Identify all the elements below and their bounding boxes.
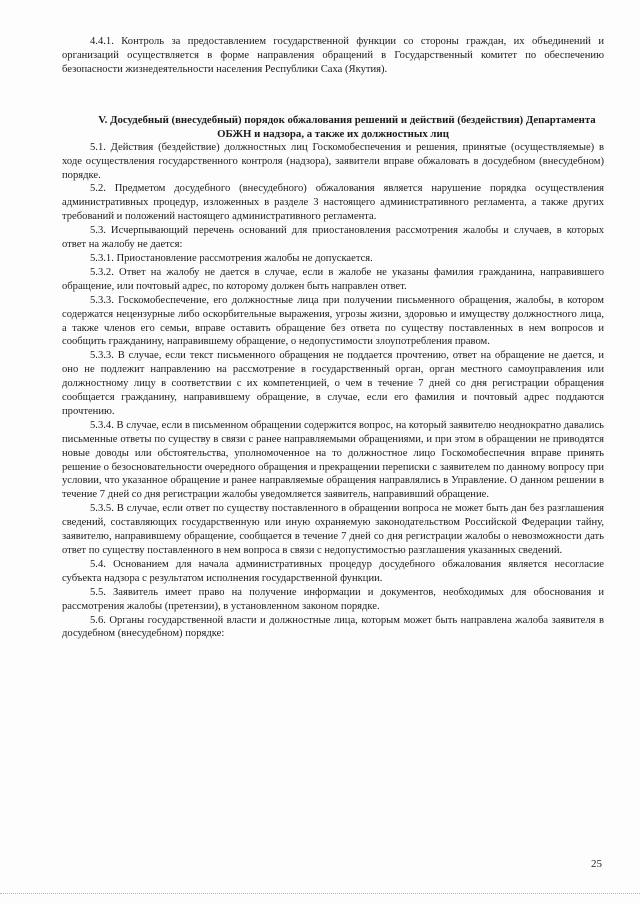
paragraph-5-1: 5.1. Действия (бездействие) должностных лиц Госкомобеспечения и решения, принятые (осуществляемые) в ходе осуществления государственного контроля (надзора), заявители вправе обжаловать в досудебном (внесудебном) порядке. [62,141,604,181]
bottom-edge-rule [0,893,640,894]
paragraph-5-3-4: 5.3.4. В случае, если в письменном обращении содержится вопрос, на который заявителю неоднократно давались письменные ответы по существу в связи с ранее направляемыми обращениями, и при этом в обращении не приводятся новые доводы или обстоятельства, уполномоченное на то должностное лицо Госкомобеспечния вправе принять решение о безосновательности очередного обращения и прекращении переписки с заявителем по данному вопросу при условии, что указанное обращение и ранее направляемые обращения направлялись в Управление. О данном решении в течение 7 дней со дня регистрации жалобы уведомляется заявитель, направивший обращение. [62,419,604,501]
paragraph-5-3: 5.3. Исчерпывающий перечень оснований для приостановления рассмотрения жалобы и случаев, в которых ответ на жалобу не дается: [62,225,604,251]
paragraph-5-5: 5.5. Заявитель имеет право на получение информации и документов, необходимых для обоснования и рассмотрения жалобы (претензии), в установленном законом порядке. [62,586,604,612]
paragraph-5-4: 5.4. Основанием для начала административных процедур досудебного обжалования является несогласие субъекта надзора с результатом исполнения государственной функции. [62,558,604,584]
document-body [62,35,604,641]
paragraph-5-3-3-a: 5.3.3. Госкомобеспечение, его должностные лица при получении письменного обращения, жалобы, в котором содержатся нецензурные либо оскорбительные выражения, угрозы жизни, здоровью и имуществу должностного лица, а также членов его семьи, вправе оставить обращение без ответа по существу поставленных в нем вопросов и сообщить гражданину, направившему обращение, о недопустимости злоупотребления правом. [62,294,604,348]
paragraph-5-2: 5.2. Предметом досудебного (внесудебного) обжалования является нарушение порядка осуществления административных процедур, изложенных в разделе 3 настоящего административного регламента, а также других требований и положений настоящего административного регламента. [62,183,604,223]
paragraph-4-4-1: 4.4.1. Контроль за предоставлением государственной функции со стороны граждан, их объединений и организаций осуществляется в форме направления обращений в Государственный комитет по обеспечению безопасности жизнедеятельности населения Республики Саха (Якутия). [62,36,604,75]
paragraph-5-3-1: 5.3.1. Приостановление рассмотрения жалобы не допускается. [90,252,373,264]
page-number: 25 [591,858,602,870]
section-heading: V. Досудебный (внесудебный) порядок обжалования решений и действий (бездействия) Департамента ОБЖН и надзора, а также их должностных лиц [98,113,596,140]
paragraph-5-6: 5.6. Органы государственной власти и должностные лица, которым может быть направлена жалоба заявителя в досудебном (внесудебном) порядке: [62,614,604,640]
paragraph-5-3-2: 5.3.2. Ответ на жалобу не дается в случае, если в жалобе не указаны фамилия гражданина, направившего обращение, или почтовый адрес, по которому должен быть направлен ответ. [62,266,604,292]
paragraph-5-3-5: 5.3.5. В случае, если ответ по существу поставленного в обращении вопроса не может быть дан без разглашения сведений, составляющих государственную или иную охраняемую законодательством Российской Федерации тайну, заявителю, направившему обращение, сообщается в течение 7 дней со дня регистрации жалобы о невозможности дать ответ по существу поставленного в нем вопроса в связи с недопустимостью разглашения указанных сведений. [62,503,604,556]
paragraph-5-3-3-b: 5.3.3. В случае, если текст письменного обращения не поддается прочтению, ответ на обращение не дается, и оно не подлежит направлению на рассмотрение в государственный орган, орган местного самоуправления или должностному лицу в соответствии с их компетенцией, о чем в течение 7 дней со дня регистрации обращения сообщается гражданину, направившему обращение, в случае, если его фамилия и почтовый адрес поддаются прочтению. [62,350,604,417]
